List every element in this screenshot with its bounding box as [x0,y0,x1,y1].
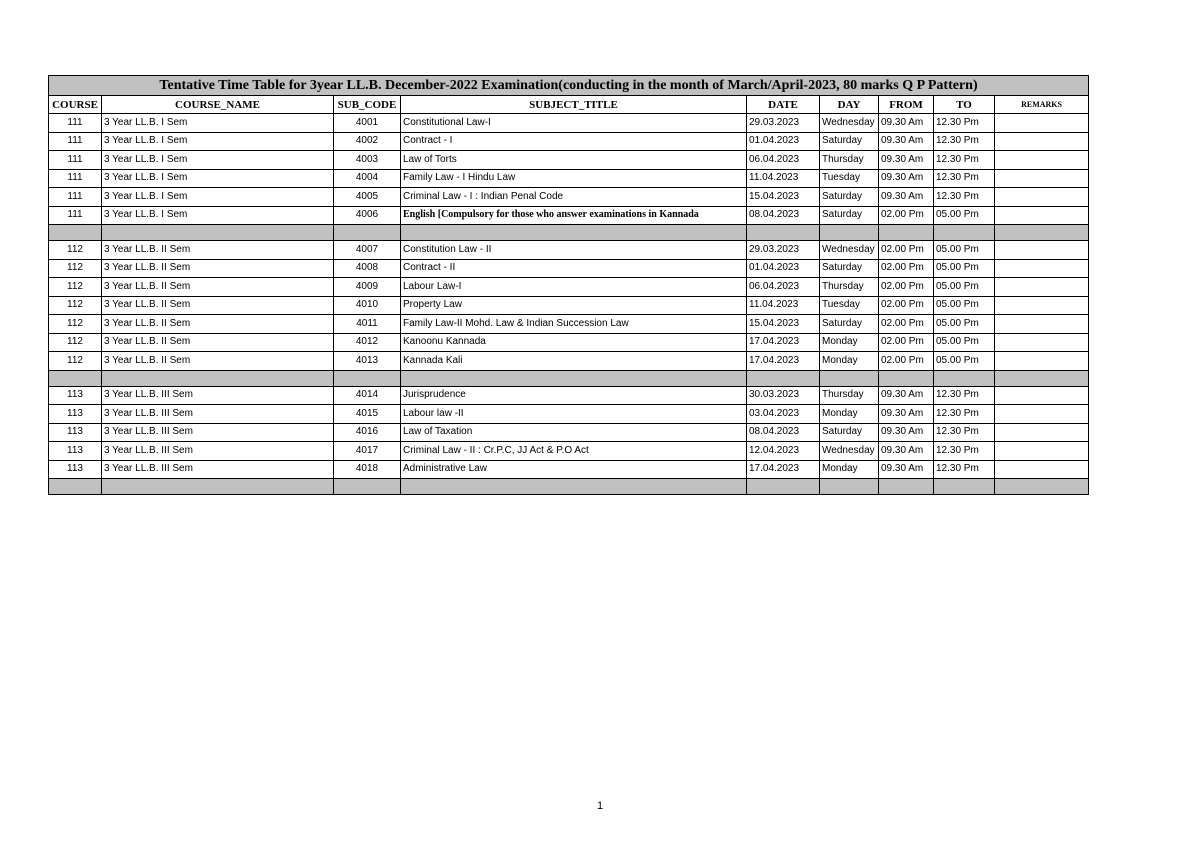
cell-date: 01.04.2023 [747,259,820,278]
separator-cell [879,370,934,386]
cell-course: 111 [49,206,102,225]
cell-subject-title: Labour law -II [401,405,747,424]
timetable [48,75,1089,495]
separator-cell [934,370,995,386]
cell-to: 05.00 Pm [934,315,995,334]
separator-cell [934,225,995,241]
cell-to: 05.00 Pm [934,259,995,278]
cell-to: 05.00 Pm [934,278,995,297]
separator-cell [401,479,747,495]
cell-subject-title: Kannada Kali [401,352,747,371]
separator-cell [879,479,934,495]
cell-course-name: 3 Year LL.B. II Sem [102,259,334,278]
cell-date: 06.04.2023 [747,278,820,297]
cell-day: Saturday [820,188,879,207]
cell-day: Tuesday [820,169,879,188]
cell-course: 111 [49,169,102,188]
cell-from: 02.00 Pm [879,333,934,352]
table-title: Tentative Time Table for 3year LL.B. December-2022 Examination(conducting in the month of March/April-2023, 80 marks Q P Pattern) [49,76,1089,96]
cell-to: 12.30 Pm [934,442,995,461]
cell-to: 12.30 Pm [934,460,995,479]
cell-course-name: 3 Year LL.B. II Sem [102,333,334,352]
table-row [49,188,1089,207]
separator-cell [995,370,1089,386]
cell-course: 112 [49,241,102,260]
header-sub-code: SUB_CODE [334,96,401,114]
cell-from: 09.30 Am [879,423,934,442]
cell-course-name: 3 Year LL.B. I Sem [102,132,334,151]
cell-remarks [995,423,1089,442]
table-row [49,259,1089,278]
cell-day: Saturday [820,206,879,225]
cell-date: 17.04.2023 [747,460,820,479]
table-row [49,386,1089,405]
cell-from: 02.00 Pm [879,352,934,371]
cell-date: 11.04.2023 [747,296,820,315]
cell-remarks [995,151,1089,170]
cell-from: 09.30 Am [879,114,934,133]
separator-cell [747,225,820,241]
cell-course: 112 [49,296,102,315]
separator-cell [820,225,879,241]
cell-sub-code: 4018 [334,460,401,479]
separator-cell [102,225,334,241]
cell-subject-title: Contract - I [401,132,747,151]
cell-remarks [995,296,1089,315]
cell-course-name: 3 Year LL.B. II Sem [102,278,334,297]
cell-remarks [995,259,1089,278]
cell-course-name: 3 Year LL.B. I Sem [102,114,334,133]
separator-cell [334,370,401,386]
cell-course: 113 [49,460,102,479]
header-date: DATE [747,96,820,114]
cell-from: 09.30 Am [879,442,934,461]
separator-cell [102,370,334,386]
cell-day: Wednesday [820,114,879,133]
cell-subject-title: Law of Taxation [401,423,747,442]
cell-day: Wednesday [820,442,879,461]
cell-date: 29.03.2023 [747,114,820,133]
table-row [49,442,1089,461]
separator-cell [934,479,995,495]
cell-subject-title: Kanoonu Kannada [401,333,747,352]
table-row [49,132,1089,151]
cell-from: 09.30 Am [879,169,934,188]
cell-sub-code: 4013 [334,352,401,371]
cell-subject-title: Contract - II [401,259,747,278]
cell-remarks [995,352,1089,371]
cell-course: 112 [49,315,102,334]
cell-course: 113 [49,405,102,424]
cell-remarks [995,405,1089,424]
cell-sub-code: 4009 [334,278,401,297]
cell-remarks [995,442,1089,461]
cell-from: 09.30 Am [879,405,934,424]
cell-subject-title: Administrative Law [401,460,747,479]
separator-cell [334,225,401,241]
table-row [49,352,1089,371]
cell-day: Monday [820,405,879,424]
cell-day: Monday [820,460,879,479]
cell-sub-code: 4017 [334,442,401,461]
table-row [49,241,1089,260]
cell-to: 12.30 Pm [934,169,995,188]
cell-day: Thursday [820,278,879,297]
cell-to: 12.30 Pm [934,423,995,442]
separator-cell [747,479,820,495]
table-row [49,151,1089,170]
cell-sub-code: 4016 [334,423,401,442]
table-row [49,169,1089,188]
cell-from: 02.00 Pm [879,296,934,315]
header-course: COURSE [49,96,102,114]
cell-remarks [995,333,1089,352]
cell-sub-code: 4002 [334,132,401,151]
cell-subject-title: Labour Law-I [401,278,747,297]
table-row [49,460,1089,479]
separator-cell [49,479,102,495]
cell-from: 09.30 Am [879,386,934,405]
cell-course-name: 3 Year LL.B. I Sem [102,188,334,207]
separator-cell [995,479,1089,495]
cell-date: 12.04.2023 [747,442,820,461]
cell-subject-title: Criminal Law - II : Cr.P.C, JJ Act & P.O Act [401,442,747,461]
cell-course: 112 [49,278,102,297]
cell-date: 03.04.2023 [747,405,820,424]
cell-subject-title: Family Law - I Hindu Law [401,169,747,188]
separator-cell [995,225,1089,241]
cell-to: 05.00 Pm [934,333,995,352]
cell-course-name: 3 Year LL.B. III Sem [102,386,334,405]
cell-subject-title: Property Law [401,296,747,315]
page-number: 1 [596,800,604,812]
table-row [49,296,1089,315]
cell-from: 02.00 Pm [879,278,934,297]
cell-sub-code: 4012 [334,333,401,352]
header-remarks: REMARKS [995,96,1089,114]
cell-remarks [995,188,1089,207]
cell-date: 15.04.2023 [747,315,820,334]
cell-course: 111 [49,188,102,207]
cell-date: 06.04.2023 [747,151,820,170]
separator-cell [820,370,879,386]
cell-course: 112 [49,352,102,371]
cell-to: 12.30 Pm [934,114,995,133]
cell-sub-code: 4007 [334,241,401,260]
cell-to: 12.30 Pm [934,132,995,151]
separator-cell [747,370,820,386]
cell-course-name: 3 Year LL.B. I Sem [102,169,334,188]
table-row [49,423,1089,442]
cell-sub-code: 4005 [334,188,401,207]
cell-remarks [995,132,1089,151]
separator-cell [820,479,879,495]
header-course-name: COURSE_NAME [102,96,334,114]
cell-sub-code: 4006 [334,206,401,225]
cell-course-name: 3 Year LL.B. I Sem [102,151,334,170]
header-day: DAY [820,96,879,114]
cell-day: Monday [820,333,879,352]
cell-to: 05.00 Pm [934,296,995,315]
cell-subject-title: Criminal Law - I : Indian Penal Code [401,188,747,207]
cell-course-name: 3 Year LL.B. II Sem [102,315,334,334]
cell-course-name: 3 Year LL.B. II Sem [102,241,334,260]
cell-day: Thursday [820,151,879,170]
cell-course: 112 [49,259,102,278]
cell-day: Thursday [820,386,879,405]
cell-course: 111 [49,114,102,133]
cell-day: Saturday [820,132,879,151]
separator-row [49,370,1089,386]
cell-course: 113 [49,386,102,405]
separator-cell [49,225,102,241]
cell-course: 111 [49,151,102,170]
separator-cell [879,225,934,241]
cell-course-name: 3 Year LL.B. I Sem [102,206,334,225]
table-row [49,315,1089,334]
cell-day: Tuesday [820,296,879,315]
cell-course-name: 3 Year LL.B. III Sem [102,405,334,424]
cell-remarks [995,169,1089,188]
title-row [49,76,1089,96]
separator-cell [49,370,102,386]
cell-from: 02.00 Pm [879,206,934,225]
cell-subject-title: Law of Torts [401,151,747,170]
cell-day: Saturday [820,259,879,278]
cell-to: 05.00 Pm [934,241,995,260]
cell-subject-title: Constitution Law - II [401,241,747,260]
table-row [49,333,1089,352]
cell-remarks [995,114,1089,133]
cell-to: 05.00 Pm [934,206,995,225]
cell-sub-code: 4015 [334,405,401,424]
cell-subject-title: Constitutional Law-I [401,114,747,133]
cell-course: 113 [49,423,102,442]
cell-sub-code: 4003 [334,151,401,170]
cell-date: 15.04.2023 [747,188,820,207]
cell-day: Saturday [820,423,879,442]
cell-subject-title: English [Compulsory for those who answer examinations in Kannada [401,206,747,225]
separator-cell [102,479,334,495]
cell-to: 12.30 Pm [934,151,995,170]
table-row [49,278,1089,297]
cell-course-name: 3 Year LL.B. III Sem [102,442,334,461]
cell-sub-code: 4014 [334,386,401,405]
separator-row [49,225,1089,241]
header-from: FROM [879,96,934,114]
cell-from: 09.30 Am [879,188,934,207]
cell-to: 12.30 Pm [934,188,995,207]
cell-day: Saturday [820,315,879,334]
cell-date: 08.04.2023 [747,206,820,225]
cell-date: 01.04.2023 [747,132,820,151]
cell-date: 08.04.2023 [747,423,820,442]
cell-course-name: 3 Year LL.B. III Sem [102,460,334,479]
cell-date: 11.04.2023 [747,169,820,188]
cell-day: Monday [820,352,879,371]
separator-cell [401,370,747,386]
cell-from: 09.30 Am [879,132,934,151]
cell-remarks [995,278,1089,297]
cell-sub-code: 4011 [334,315,401,334]
cell-sub-code: 4004 [334,169,401,188]
cell-from: 09.30 Am [879,151,934,170]
cell-course: 112 [49,333,102,352]
cell-from: 02.00 Pm [879,241,934,260]
cell-from: 02.00 Pm [879,315,934,334]
cell-course-name: 3 Year LL.B. II Sem [102,296,334,315]
separator-row [49,479,1089,495]
cell-course-name: 3 Year LL.B. II Sem [102,352,334,371]
cell-course: 113 [49,442,102,461]
cell-remarks [995,460,1089,479]
timetable-body [49,114,1089,495]
header-subject-title: SUBJECT_TITLE [401,96,747,114]
cell-date: 17.04.2023 [747,352,820,371]
cell-day: Wednesday [820,241,879,260]
cell-date: 30.03.2023 [747,386,820,405]
cell-remarks [995,241,1089,260]
cell-sub-code: 4010 [334,296,401,315]
cell-sub-code: 4008 [334,259,401,278]
table-row [49,206,1089,225]
cell-subject-title: Jurisprudence [401,386,747,405]
cell-to: 12.30 Pm [934,386,995,405]
header-row [49,96,1089,114]
separator-cell [334,479,401,495]
cell-from: 02.00 Pm [879,259,934,278]
cell-course-name: 3 Year LL.B. III Sem [102,423,334,442]
cell-remarks [995,206,1089,225]
cell-course: 111 [49,132,102,151]
cell-remarks [995,386,1089,405]
cell-from: 09.30 Am [879,460,934,479]
cell-date: 17.04.2023 [747,333,820,352]
separator-cell [401,225,747,241]
cell-date: 29.03.2023 [747,241,820,260]
cell-remarks [995,315,1089,334]
table-row [49,405,1089,424]
cell-sub-code: 4001 [334,114,401,133]
cell-to: 12.30 Pm [934,405,995,424]
header-to: TO [934,96,995,114]
table-row [49,114,1089,133]
cell-subject-title: Family Law-II Mohd. Law & Indian Succession Law [401,315,747,334]
cell-to: 05.00 Pm [934,352,995,371]
